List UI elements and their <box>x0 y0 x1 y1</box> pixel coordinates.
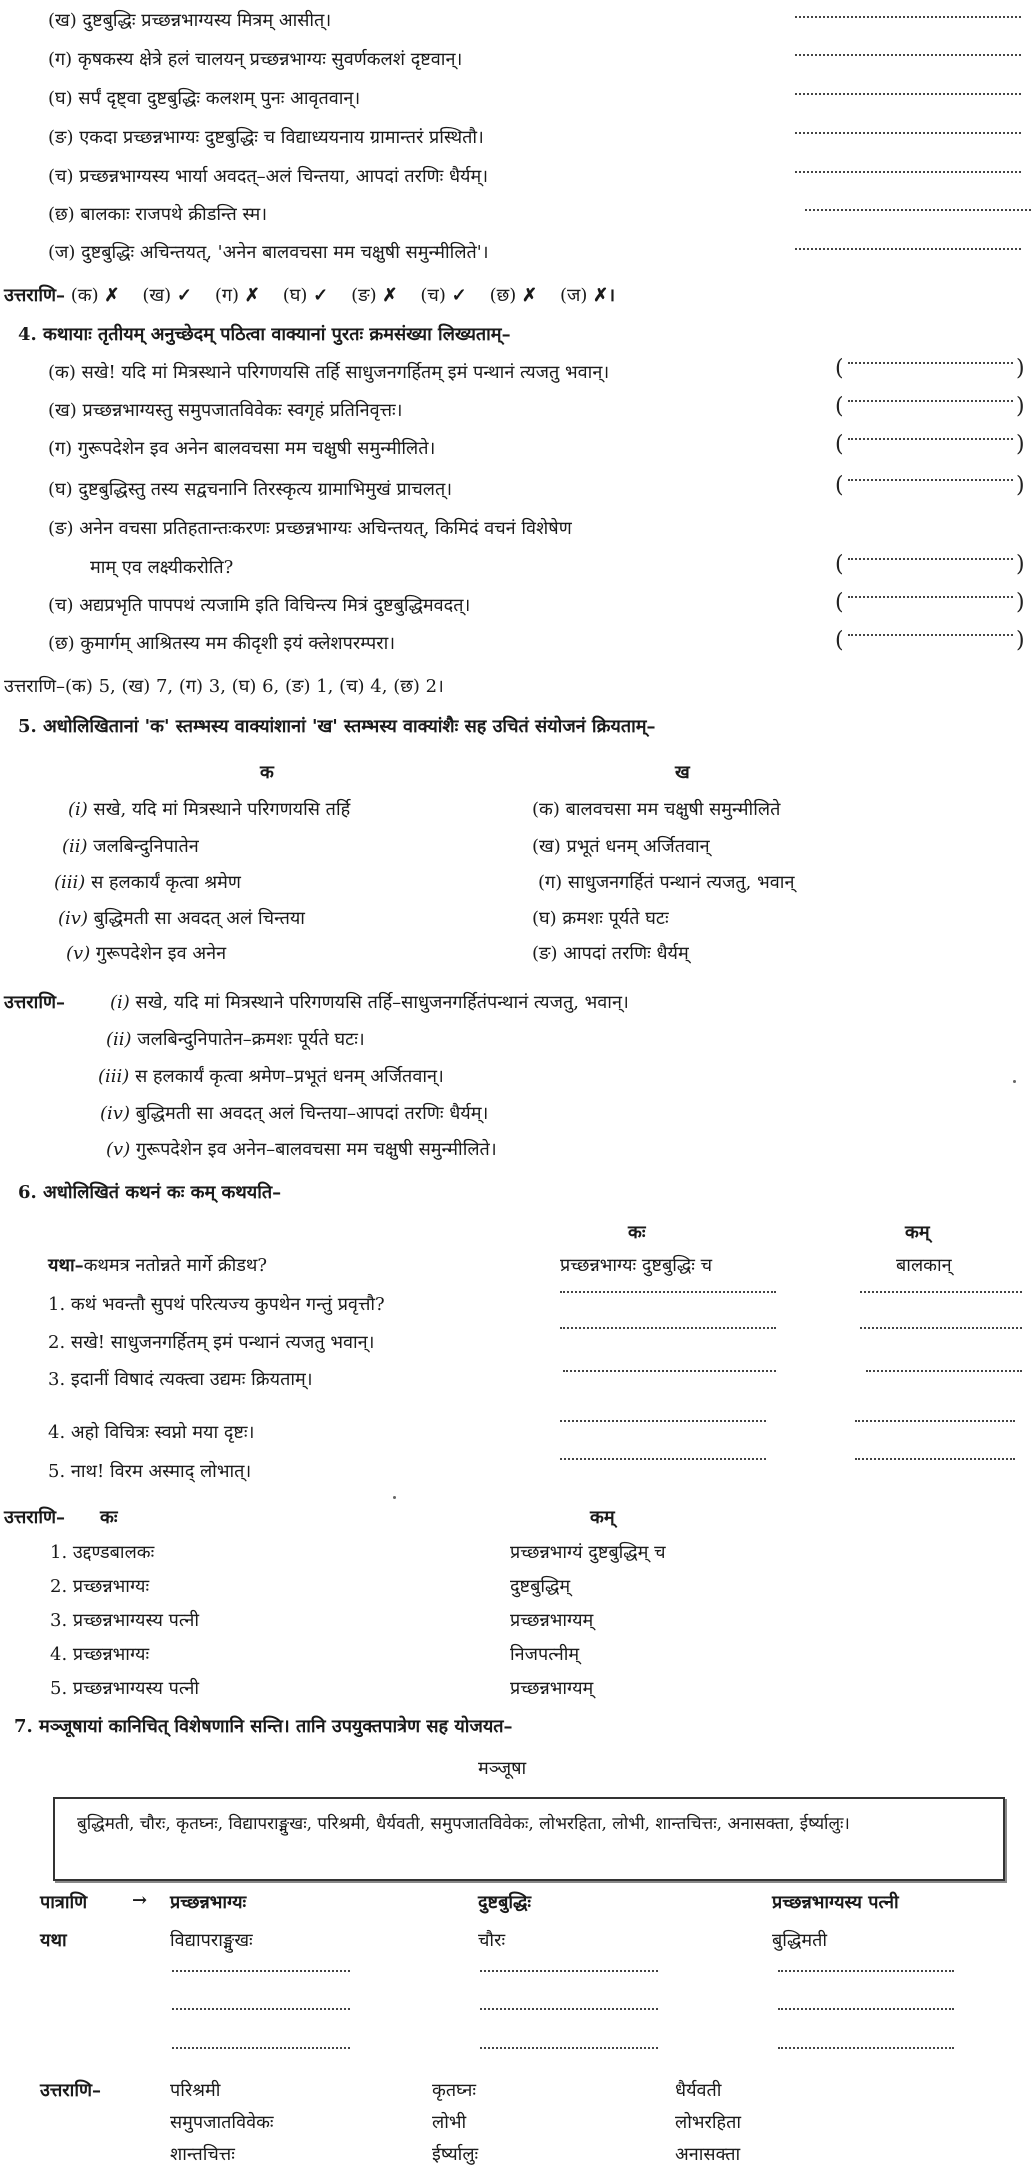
answer-word: लोभरहिता <box>675 2112 742 2133</box>
order-blank[interactable] <box>848 634 1013 636</box>
answer-blank[interactable] <box>795 54 1021 56</box>
blank[interactable] <box>778 2047 954 2049</box>
stray-mark <box>393 1496 396 1499</box>
example-word: चौरः <box>478 1930 506 1951</box>
answer-whom: निजपत्नीम् <box>510 1644 580 1665</box>
column-a-item: (v) गुरूपदेशेन इव अनेन <box>66 943 227 964</box>
q4-heading: 4. कथायाः तृतीयम् अनुच्छेदम् पठित्वा वाक्यानां पुरतः क्रमसंख्या लिख्यताम्– <box>18 324 511 345</box>
answer-line: (iv) बुद्धिमती सा अवदत् अलं चिन्तया–आपदां तरणिः धैर्यम्। <box>100 1103 489 1124</box>
whom-blank[interactable] <box>860 1291 1022 1293</box>
answer-blank[interactable] <box>805 209 1031 211</box>
answer-line: (i) सखे, यदि मां मित्रस्थाने परिगणयसि तर्हि–साधुजनगर्हितंपन्थानं त्यजतु, भवान्। <box>110 992 629 1013</box>
q3-answers: उत्तराणि– (क) ✗ (ख) ✓ (ग) ✗ (घ) ✓ (ङ) ✗ (च) ✓ (छ) ✗ (ज) ✗। <box>4 285 616 306</box>
answer-word: शान्तचित्तः <box>170 2144 235 2165</box>
q3-item: (ग) कृषकस्य क्षेत्रे हलं चालयन् प्रच्छन्नभाग्यः सुवर्णकलशं दृष्टवान्। <box>48 49 463 70</box>
blank[interactable] <box>172 1970 350 1972</box>
q3-item: (छ) बालकाः राजपथे क्रीडन्ति स्म। <box>48 204 268 225</box>
order-blank[interactable] <box>848 479 1013 481</box>
q3-item: (ख) दुष्टबुद्धिः प्रच्छन्नभाग्यस्य मित्रम् आसीत्। <box>48 10 332 31</box>
column-who: कः <box>628 1222 646 1243</box>
answer-blank[interactable] <box>795 16 1021 18</box>
answer-blank[interactable] <box>795 132 1021 134</box>
q3-item: (च) प्रच्छन्नभाग्यस्य भार्या अवदत्–अलं चिन्तया, आपदां तरणिः धैर्यम्। <box>48 166 489 187</box>
q6-item: 3. इदानीं विषादं त्यक्त्वा उद्यमः क्रियताम्। <box>48 1369 313 1390</box>
q4-item: (क) सखे! यदि मां मित्रस्थाने परिगणयसि तर्हि साधुजनगर्हितम् इमं पन्थानं त्यजतु भवान्। <box>48 362 610 383</box>
example-word: विद्यापराङ्मुखः <box>170 1930 253 1951</box>
column-b-item: (क) बालवचसा मम चक्षुषी समुन्मीलिते <box>532 799 781 820</box>
order-blank[interactable] <box>848 362 1013 364</box>
whom-blank[interactable] <box>855 1420 1015 1422</box>
q4-item: (ख) प्रच्छन्नभाग्यस्तु समुपजातविवेकः स्वगृहं प्रतिनिवृत्तः। <box>48 400 403 421</box>
q6-item: 1. कथं भवन्तौ सुपथं परित्यज्य कुपथेन गन्तुं प्रवृत्तौ? <box>48 1294 385 1315</box>
column-b-item: (घ) क्रमशः पूर्यते घटः <box>532 908 669 929</box>
word-box-text: बुद्धिमती, चौरः, कृतघ्नः, विद्यापराङ्मुखः, परिश्रमी, धैर्यवती, समुपजातविवेकः, लोभरहिता, लोभी, शान्तचित्तः, अनासक्ता, ईर्ष्यालुः। <box>77 1814 850 1834</box>
stray-mark <box>1013 1080 1016 1083</box>
answer-who: 3. प्रच्छन्नभाग्यस्य पत्नी <box>50 1610 200 1631</box>
order-blank[interactable] <box>848 438 1013 440</box>
q6-item: 2. सखे! साधुजनगर्हितम् इमं पन्थानं त्यजतु भवान्। <box>48 1332 375 1353</box>
column-b-item: (ग) साधुजनगर्हितं पन्थानं त्यजतु, भवान् <box>538 872 795 893</box>
whom-blank[interactable] <box>855 1458 1015 1460</box>
q6-item: 4. अहो विचित्रः स्वप्नो मया दृष्टः। <box>48 1422 255 1443</box>
q4-item-continued: माम् एव लक्ष्यीकरोति? <box>90 557 234 578</box>
q3-item: (घ) सर्पं दृष्ट्वा दुष्टबुद्धिः कलशम् पुनः आवृतवान्। <box>48 88 361 109</box>
q4-answers: उत्तराणि–(क) 5, (ख) 7, (ग) 3, (घ) 6, (ङ) 1, (च) 4, (छ) 2। <box>4 676 444 697</box>
who-blank[interactable] <box>560 1327 776 1329</box>
answer-word: धैर्यवती <box>675 2080 722 2101</box>
q5-heading: 5. अधोलिखितानां 'क' स्तम्भस्य वाक्यांशानां 'ख' स्तम्भस्य वाक्यांशैः सह उचितं संयोजनं क्रियताम्– <box>18 716 656 737</box>
blank[interactable] <box>778 2008 954 2010</box>
q6-example: यथा–कथमत्र नतोन्नते मार्गे क्रीडथ? <box>48 1255 268 1276</box>
column-a-item: (ii) जलबिन्दुनिपातेन <box>62 836 199 857</box>
q3-item: (ज) दुष्टबुद्धिः अचिन्तयत्, 'अनेन बालवचसा मम चक्षुषी समुन्मीलिते'। <box>48 242 489 263</box>
who-blank[interactable] <box>560 1420 766 1422</box>
column-a-item: (iv) बुद्धिमती सा अवदत् अलं चिन्तया <box>58 908 305 929</box>
column-a-item: (i) सखे, यदि मां मित्रस्थाने परिगणयसि तर्हि <box>68 799 351 820</box>
order-blank[interactable] <box>848 400 1013 402</box>
column-a-title: क <box>260 762 274 783</box>
q6-item: 5. नाथ! विरम अस्माद् लोभात्। <box>48 1461 252 1482</box>
answer-who: 4. प्रच्छन्नभाग्यः <box>50 1644 150 1665</box>
answer-word: समुपजातविवेकः <box>170 2112 274 2133</box>
answer-word: कृतघ्नः <box>432 2080 477 2101</box>
column-whom: कम् <box>905 1222 930 1243</box>
answer-who: 1. उद्दण्डबालकः <box>50 1542 155 1563</box>
column-b-item: (ङ) आपदां तरणिः धैर्यम् <box>532 943 689 964</box>
example-whom: बालकान् <box>896 1255 952 1276</box>
answer-word: परिश्रमी <box>170 2080 221 2101</box>
answer-word: ईर्ष्यालुः <box>432 2144 479 2165</box>
q6-heading: 6. अधोलिखितं कथनं कः कम् कथयति– <box>18 1182 282 1203</box>
answer-blank[interactable] <box>795 171 1021 173</box>
answer-whom: प्रच्छन्नभाग्यम् <box>510 1678 594 1699</box>
answer-word: लोभी <box>432 2112 467 2133</box>
answer-line: (v) गुरूपदेशेन इव अनेन–बालवचसा मम चक्षुषी समुन्मीलिते। <box>106 1139 497 1160</box>
blank[interactable] <box>778 1970 954 1972</box>
answer-whom: प्रच्छन्नभाग्यं दुष्टबुद्धिम् च <box>510 1542 666 1563</box>
answer-line: (iii) स हलकार्यं कृत्वा श्रमेण–प्रभूतं धनम् अर्जितवान्। <box>98 1066 444 1087</box>
order-blank[interactable] <box>848 558 1013 560</box>
column-b-title: ख <box>675 762 690 783</box>
order-blank[interactable] <box>848 596 1013 598</box>
answer-blank[interactable] <box>795 248 1021 250</box>
q4-item: (घ) दुष्टबुद्धिस्तु तस्य सद्वचनानि तिरस्कृत्य ग्रामाभिमुखं प्राचलत्। <box>48 479 453 500</box>
box-title: मञ्जूषा <box>478 1758 527 1779</box>
blank[interactable] <box>172 2047 350 2049</box>
answer-whom: दुष्टबुद्धिम् <box>510 1576 571 1597</box>
answer-who: 5. प्रच्छन्नभाग्यस्य पत्नी <box>50 1678 200 1699</box>
answer-blank[interactable] <box>795 93 1021 95</box>
q3-item: (ङ) एकदा प्रच्छन्नभाग्यः दुष्टबुद्धिः च विद्याध्ययनाय ग्रामान्तरं प्रस्थितौ। <box>48 127 484 148</box>
blank[interactable] <box>480 2047 658 2049</box>
whom-blank[interactable] <box>860 1327 1022 1329</box>
example-who: प्रच्छन्नभाग्यः दुष्टबुद्धिः च <box>560 1255 713 1276</box>
example-word: बुद्धिमती <box>772 1930 828 1951</box>
column-a-item: (iii) स हलकार्यं कृत्वा श्रमेण <box>54 872 241 893</box>
blank[interactable] <box>172 2008 350 2010</box>
character-name: प्रच्छन्नभाग्यः <box>170 1892 247 1913</box>
q4-item: (ङ) अनेन वचसा प्रतिहतान्तःकरणः प्रच्छन्नभाग्यः अचिन्तयत्, किमिदं वचनं विशेषेण <box>48 518 572 539</box>
who-blank[interactable] <box>563 1370 776 1372</box>
q4-item: (ग) गुरूपदेशेन इव अनेन बालवचसा मम चक्षुषी समुन्मीलिते। <box>48 438 436 459</box>
q7-heading: 7. मञ्जूषायां कानिचित् विशेषणानि सन्ति। तानि उपयुक्तपात्रेण सह योजयत– <box>14 1716 513 1737</box>
answer-line: (ii) जलबिन्दुनिपातेन–क्रमशः पूर्यते घटः। <box>106 1029 365 1050</box>
example-label: यथा <box>40 1930 67 1951</box>
arrow-icon: → <box>132 1890 148 1911</box>
blank[interactable] <box>480 2008 658 2010</box>
who-blank[interactable] <box>560 1291 776 1293</box>
q4-item: (छ) कुमार्गम् आश्रितस्य मम कीदृशी इयं क्लेशपरम्परा। <box>48 633 396 654</box>
whom-blank[interactable] <box>866 1370 1022 1372</box>
answer-word: अनासक्ता <box>675 2144 741 2165</box>
blank[interactable] <box>480 1970 658 1972</box>
character-name: दुष्टबुद्धिः <box>478 1892 532 1913</box>
answer-whom: प्रच्छन्नभाग्यम् <box>510 1610 594 1631</box>
column-b-item: (ख) प्रभूतं धनम् अर्जितवान् <box>532 836 710 857</box>
characters-label: पात्राणि <box>40 1892 88 1913</box>
word-box <box>53 1797 1005 1881</box>
character-name: प्रच्छन्नभाग्यस्य पत्नी <box>772 1892 899 1913</box>
q4-item: (च) अद्यप्रभृति पापपथं त्यजामि इति विचिन्त्य मित्रं दुष्टबुद्धिमवदत्। <box>48 595 471 616</box>
who-blank[interactable] <box>560 1458 766 1460</box>
answer-who: 2. प्रच्छन्नभाग्यः <box>50 1576 150 1597</box>
